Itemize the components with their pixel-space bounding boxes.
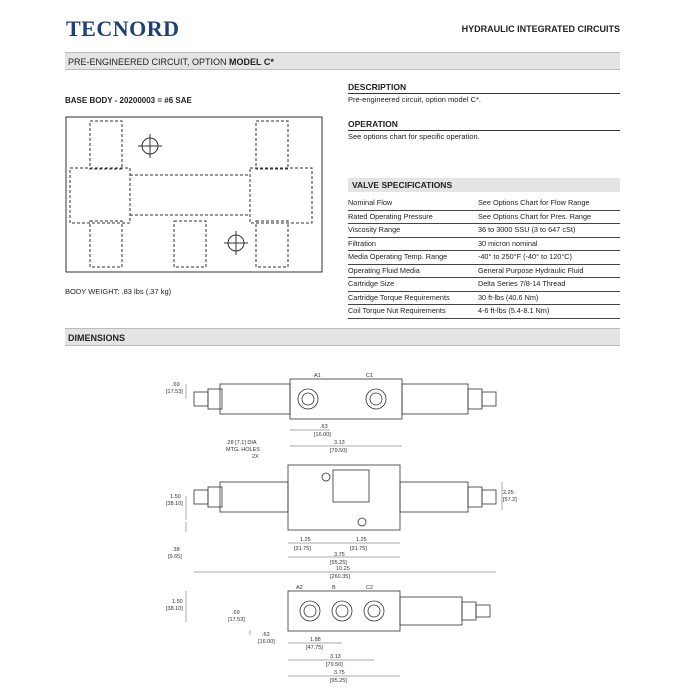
- base-body-drawing: [64, 113, 326, 278]
- svg-text:2X: 2X: [252, 454, 259, 460]
- dimensions-title: DIMENSIONS: [65, 328, 620, 346]
- svg-text:[31.75]: [31.75]: [294, 546, 311, 552]
- header-title: HYDRAULIC INTEGRATED CIRCUITS: [461, 24, 620, 34]
- circuit-prefix: PRE-ENGINEERED CIRCUIT, OPTION: [68, 57, 230, 67]
- svg-text:1.50: 1.50: [172, 599, 183, 605]
- description-text: Pre-engineered circuit, option model C*.: [348, 95, 481, 104]
- body-weight: BODY WEIGHT: .83 lbs (.37 kg): [65, 287, 172, 296]
- spec-row: Coil Torque Nut Requirements 4-6 ft-lbs (5.4-8.1 Nm): [348, 305, 620, 319]
- valve-specs-table: [348, 197, 620, 319]
- svg-text:.69: .69: [232, 610, 240, 616]
- spec-row: Nominal Flow See Options Chart for Flow Range: [348, 197, 620, 210]
- svg-text:1.50: 1.50: [170, 494, 181, 500]
- svg-text:3.13: 3.13: [330, 654, 341, 660]
- port-bottom-right: [256, 221, 288, 267]
- svg-text:3.13: 3.13: [334, 440, 345, 446]
- bore-left: [70, 168, 130, 223]
- bottom-body: [288, 591, 400, 631]
- svg-text:[17.53]: [17.53]: [228, 617, 245, 623]
- svg-text:[79.50]: [79.50]: [326, 662, 343, 668]
- operation-title: OPERATION: [348, 119, 620, 131]
- port-bottom-left: [90, 221, 122, 267]
- svg-text:1.88: 1.88: [310, 637, 321, 643]
- spec-row: Viscosity Range 36 to 3000 SSU (3 to 647 cSt): [348, 224, 620, 238]
- svg-text:[38.10]: [38.10]: [166, 606, 183, 612]
- port-c1-label: C1: [366, 373, 374, 379]
- svg-text:[79.50]: [79.50]: [330, 448, 347, 454]
- svg-text:[16.00]: [16.00]: [258, 639, 275, 645]
- svg-text:1.25: 1.25: [300, 537, 311, 543]
- port-top-left: [90, 121, 122, 169]
- mid-body: [288, 465, 400, 530]
- svg-text:[260.35]: [260.35]: [330, 574, 350, 580]
- svg-text:[95.25]: [95.25]: [330, 678, 347, 684]
- spec-row: Filtration 30 micron nominal: [348, 237, 620, 251]
- circuit-bar: [65, 52, 620, 70]
- spec-row: Operating Fluid Media General Purpose Hydraulic Fluid: [348, 264, 620, 278]
- description-title: DESCRIPTION: [348, 82, 620, 94]
- svg-text:[9.65]: [9.65]: [168, 554, 182, 560]
- svg-text:[16.00]: [16.00]: [314, 432, 331, 438]
- port-a2-label: A2: [296, 585, 303, 591]
- svg-text:MTG. HOLES: MTG. HOLES: [226, 447, 260, 453]
- svg-text:[17.53]: [17.53]: [166, 389, 183, 395]
- svg-text:2.25: 2.25: [503, 490, 514, 496]
- svg-text:[31.75]: [31.75]: [350, 546, 367, 552]
- svg-text:.63: .63: [262, 632, 270, 638]
- mtg-holes-label: .28 [7.1] DIA: [226, 440, 257, 446]
- port-c2-label: C2: [366, 585, 374, 591]
- spec-row: Cartridge Torque Requirements 30 ft-lbs (40.6 Nm): [348, 291, 620, 305]
- top-body: [290, 379, 402, 419]
- spec-row: Media Operating Temp. Range -40° to 250°F (-40° to 120°C): [348, 251, 620, 265]
- base-body-title: BASE BODY - 20200003 = #6 SAE: [65, 96, 192, 105]
- svg-text:.69: .69: [172, 382, 180, 388]
- svg-text:3.75: 3.75: [334, 552, 345, 558]
- svg-text:.38: .38: [172, 547, 180, 553]
- port-top-right: [256, 121, 288, 169]
- operation-text: See options chart for specific operation.: [348, 132, 480, 141]
- port-b-label: B: [332, 585, 336, 591]
- svg-text:[95.25]: [95.25]: [330, 560, 347, 566]
- svg-text:10.25: 10.25: [336, 566, 350, 572]
- svg-text:[57.2]: [57.2]: [503, 497, 517, 503]
- spec-row: Cartridge Size Delta Series 7/8-14 Thread: [348, 278, 620, 292]
- brand-logo: TECNORD: [66, 16, 180, 41]
- svg-text:1.25: 1.25: [356, 537, 367, 543]
- dimension-drawing: [150, 360, 530, 695]
- circuit-model: MODEL C*: [229, 57, 274, 67]
- spec-row: Rated Operating Pressure See Options Chart for Pres. Range: [348, 210, 620, 224]
- svg-text:[38.10]: [38.10]: [166, 501, 183, 507]
- svg-text:[47.75]: [47.75]: [306, 645, 323, 651]
- port-a1-label: A1: [314, 373, 321, 379]
- valve-specs-title: VALVE SPECIFICATIONS: [348, 178, 620, 192]
- svg-text:.63: .63: [320, 424, 328, 430]
- port-bottom-center: [174, 221, 206, 267]
- body-outline: [66, 117, 322, 272]
- bore-right: [250, 168, 312, 223]
- svg-text:3.75: 3.75: [334, 670, 345, 676]
